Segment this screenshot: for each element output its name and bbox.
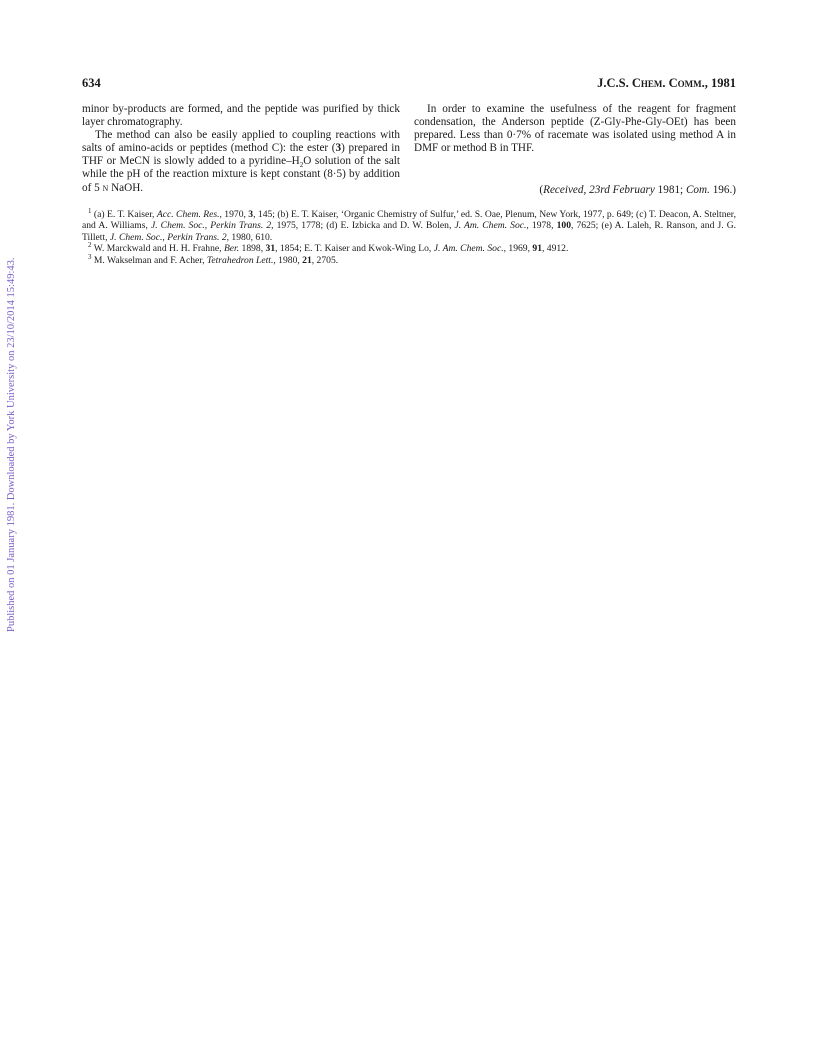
communication-label: Com. [685, 184, 710, 196]
received-date-line [414, 184, 736, 196]
text-run: 1981; [654, 184, 686, 196]
reference-volume: 21 [302, 254, 312, 266]
reference-item [82, 206, 737, 243]
journal-running-title [597, 76, 736, 91]
reference-volume: 3 [248, 209, 254, 220]
reference-journal: Tetrahedron Lett. [206, 254, 274, 266]
reference-volume: 31 [265, 243, 276, 255]
download-watermark[interactable]: Published on 01 January 1981. Downloaded by York University on 23/10/2014 15:49:43. [6, 257, 17, 632]
compound-number: 3 [335, 142, 342, 155]
reference-text: (a) E. T. Kaiser, [93, 209, 157, 220]
left-column [82, 103, 400, 195]
reference-text: , 1969, [503, 243, 533, 255]
reference-text: , 145; (b) E. T. Kaiser, ‘Organic Chemistry of Sulfur,’ ed. S. Oae, Plenum, New York, 1977, p. 649; (c) T. Deacon, A. Steltner, and A. Williams, [82, 209, 736, 232]
reference-text: M. Wakselman and F. Acher, [93, 254, 207, 266]
reference-text: , 1975, 1778; (d) E. Izbicka and D. W. Bolen, [271, 220, 455, 232]
page-number: 634 [82, 76, 101, 90]
journal-year: , 1981 [704, 76, 736, 90]
reference-journal: J. Chem. Soc., Perkin Trans. 2 [150, 220, 272, 232]
paragraph-continuation: minor by-products are formed, and the peptide was purified by thick layer chromatography. [82, 103, 400, 129]
reference-volume: 91 [532, 243, 542, 255]
reference-number: 2 [88, 241, 92, 250]
reference-text: , 7625; (e) A. Laleh, R. Ranson, and J. G. Tillett, [82, 220, 737, 243]
received-label: Received [543, 184, 584, 196]
right-column [414, 103, 736, 155]
reference-item [82, 252, 736, 266]
normality-unit: n [102, 181, 109, 194]
paragraph-method-c [82, 129, 400, 194]
page-header [82, 76, 736, 92]
reference-volume: 100 [556, 220, 571, 232]
references-list [82, 206, 737, 266]
communication-number: 196.) [709, 184, 736, 196]
text-run: O solution of the salt while the pH of the reaction mixture is kept constant (8·5) by addition of 5 [82, 155, 401, 194]
reference-text: , 1854; E. T. Kaiser and Kwok-Wing Lo, [275, 243, 434, 255]
reference-journal: J. Am. Chem. Soc. [454, 220, 527, 232]
journal-prefix: J.C.S. [597, 76, 632, 90]
journal-name: Chem. Comm. [631, 76, 705, 90]
reference-number: 3 [88, 252, 92, 261]
reference-journal: Acc. Chem. Res. [156, 209, 220, 220]
reference-journal: J. Am. Chem. Soc. [433, 243, 504, 255]
reference-text: , 1980, [273, 254, 303, 266]
reference-text: W. Marckwald and H. H. Frahne, [93, 243, 224, 255]
reference-item [82, 243, 736, 254]
text-run: ) prepared in THF or MeCN is slowly added to a pyridine–H [82, 142, 401, 168]
reference-text: , 1980, 610. [226, 231, 273, 243]
paragraph-anderson-peptide: In order to examine the usefulness of the reagent for fragment condensation, the Anderson peptide (Z-Gly-Phe-Gly-OEt) has been prepared. Less than 0·7% of racemate was isolated using method A in DMF or method B in THF. [414, 103, 736, 155]
text-run: , [583, 184, 590, 196]
reference-text: , 4912. [541, 243, 569, 255]
subscript: 2 [299, 161, 304, 170]
reference-text: , 1970, [219, 209, 249, 220]
reference-text: 1898, [239, 243, 266, 255]
text-run: ( [539, 184, 544, 196]
reference-text: , 1978, [526, 220, 557, 232]
received-date: 23rd February [589, 184, 655, 196]
reference-text: , 2705. [311, 254, 339, 266]
reference-journal: Ber. [223, 243, 240, 255]
reference-journal: J. Chem. Soc., Perkin Trans. 2 [109, 231, 227, 243]
reference-number: 1 [88, 206, 92, 215]
text-run: NaOH. [108, 181, 144, 194]
text-run: The method can also be easily applied to coupling reactions with salts of amino-acids or peptides (method C): the ester ( [82, 129, 400, 155]
